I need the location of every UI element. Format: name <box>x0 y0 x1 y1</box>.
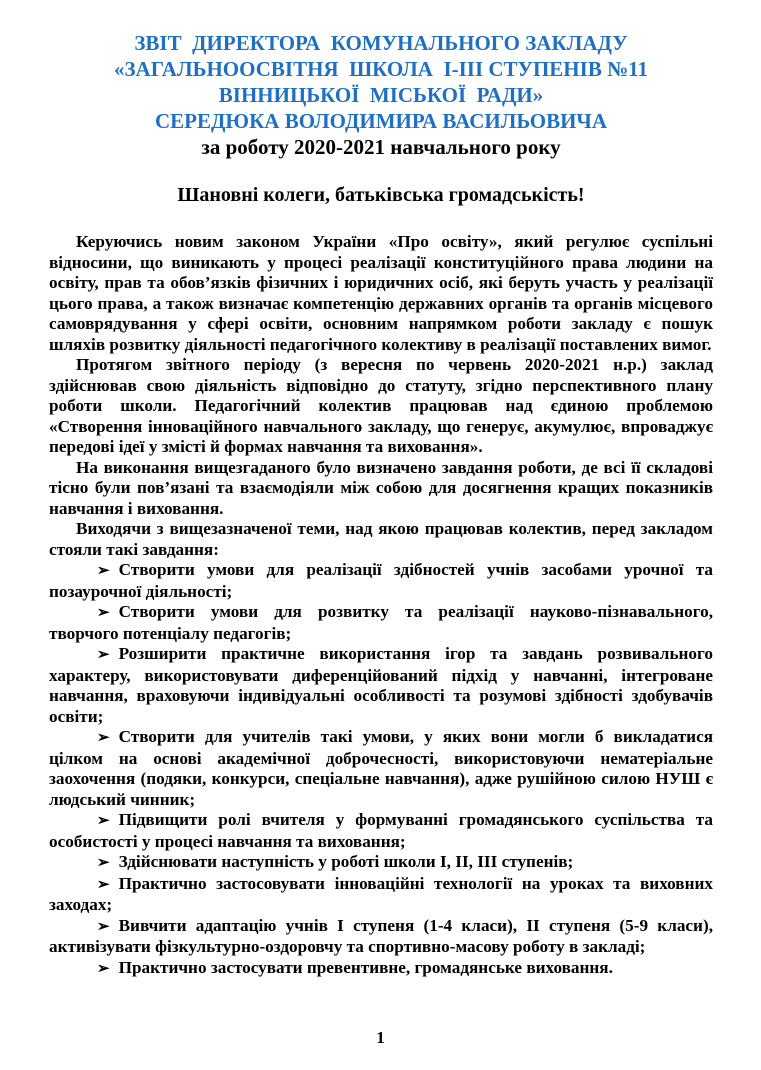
task-item <box>49 916 713 958</box>
page-number: 1 <box>376 1028 385 1047</box>
paragraph: Керуючись новим законом України «Про освіту», який регулює суспільні відносини, що виникають у процесі реалізації конституційного права людини на освіту, прав та обов’язків фізичних і юридичних осіб, які беруть участь у реалізації цього права, а також визначає компетенцію державних органів та органів місцевого самоврядування у сфері освіти, основним напрямком роботи закладу є пошук шляхів розвитку діяльності педагогічного колективу в реалізації поставлених вимог. <box>49 232 713 354</box>
title-line-3: ВІННИЦЬКОЇ МІСЬКОЇ РАДИ» <box>218 83 544 107</box>
document-title <box>49 30 713 160</box>
arrow-bullet-icon: ➢ <box>97 960 110 977</box>
task-item <box>49 560 713 602</box>
task-item <box>49 644 713 727</box>
paragraph: На виконання вищезгаданого було визначено завдання роботи, де всі її складові тісно були пов’язані та взаємодіяли між собою для досягнення кращих показників навчання і виховання. <box>49 457 713 518</box>
task-item <box>49 874 713 916</box>
task-text: Створити для учителів такі умови, у яких вони могли б викладатися цілком на основі академічної доброчесності, використовуючи нематеріальне заохочення (подяки, конкурси, спеціальне навчання), адже рушійною силою НУШ є людський чинник; <box>49 727 713 809</box>
arrow-bullet-icon: ➢ <box>97 605 110 621</box>
task-text: Підвищити ролі вчителя у формуванні громадянського суспільства та особистості у процесі навчання та виховання; <box>49 810 713 851</box>
task-item <box>49 958 713 980</box>
arrow-bullet-icon: ➢ <box>97 647 110 663</box>
task-text: Практично застосовувати інноваційні технології на уроках та виховних заходах; <box>49 873 713 914</box>
greeting-heading: Шановні колеги, батьківська громадськість! <box>177 184 585 206</box>
paragraph: Протягом звітного періоду (з вересня по червень 2020-2021 н.р.) заклад здійснював свою діяльність відповідно до статуту, згідно перспективного плану роботи школи. Педагогічний колектив працював над єдиною проблемою «Створення інноваційного навчального закладу, що генерує, акумулює, впроваджує передові ідеї у змісті й формах навчання та виховання». <box>49 355 713 456</box>
task-text: Практично застосувати превентивне, громадянське виховання. <box>118 957 613 977</box>
title-line-4: СЕРЕДЮКА ВОЛОДИМИРА ВАСИЛЬОВИЧА <box>154 109 608 133</box>
task-item <box>49 727 713 810</box>
title-line-2: «ЗАГАЛЬНООСВІТНЯ ШКОЛА І-ІІІ СТУПЕНІВ №11 <box>113 57 649 81</box>
arrow-bullet-icon: ➢ <box>97 918 110 935</box>
title-line-1: ЗВІТ ДИРЕКТОРА КОМУНАЛЬНОГО ЗАКЛАДУ <box>134 31 628 55</box>
arrow-bullet-icon: ➢ <box>97 855 110 871</box>
task-text: Розширити практичне використання ігор та завдань розвивального характеру, використовувати диференційований підхід у навчанні, інтегроване навчання, враховуючи індивідуальні особливості та розумові здібності здобувачів освіти; <box>49 644 713 726</box>
title-subtitle: за роботу 2020-2021 навчального року <box>201 135 561 159</box>
task-text: Створити умови для розвитку та реалізації науково-пізнавального, творчого потенціалу педагогів; <box>49 602 713 643</box>
paragraph: Виходячи з вищезазначеної теми, над якою працював колектив, перед закладом стояли такі завдання: <box>49 519 713 559</box>
task-item <box>49 602 713 644</box>
task-item <box>49 852 713 874</box>
task-text: Вивчити адаптацію учнів І ступеня (1-4 класи), ІІ ступеня (5-9 класи), активізувати фізкультурно-оздоровчу та спортивно-масову роботу в закладі; <box>49 915 713 956</box>
arrow-bullet-icon: ➢ <box>97 876 110 893</box>
document-body <box>49 232 713 979</box>
arrow-bullet-icon: ➢ <box>97 563 110 579</box>
arrow-bullet-icon: ➢ <box>97 813 110 829</box>
task-text: Створити умови для реалізації здібностей учнів засобами урочної та позаурочної діяльності; <box>49 560 713 601</box>
arrow-bullet-icon: ➢ <box>97 730 110 746</box>
task-item <box>49 810 713 852</box>
task-text: Здійснювати наступність у роботі школи І, ІІ, ІІІ ступенів; <box>118 852 574 871</box>
